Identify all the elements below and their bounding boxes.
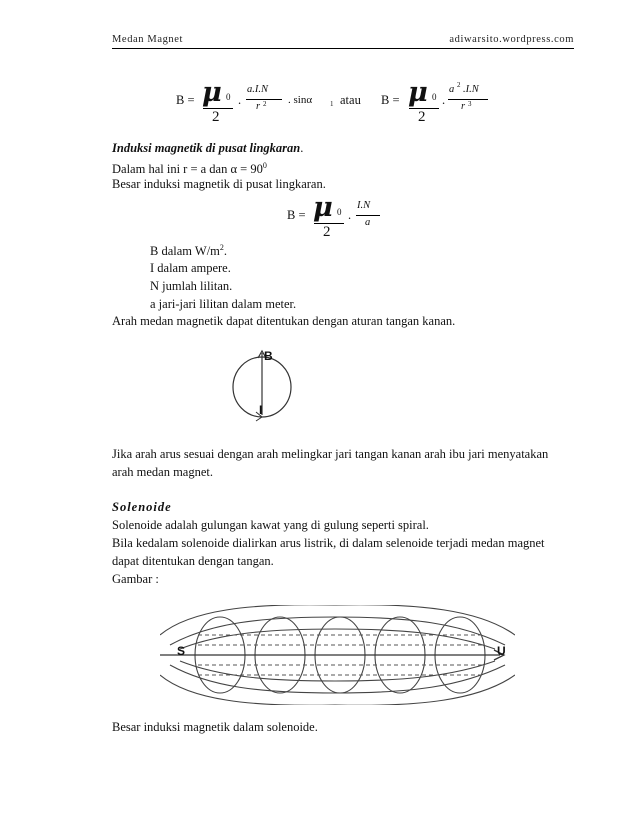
field-line (170, 665, 505, 693)
definition-b-period: . (223, 244, 228, 259)
header-right: adiwarsito.wordpress.com (449, 34, 574, 45)
denominator-2: r (461, 101, 466, 112)
mu-symbol-2: μ (408, 77, 428, 108)
denominator: a (365, 217, 371, 228)
dot: . (238, 93, 242, 107)
denominator-two: 2 (323, 224, 331, 240)
squared-superscript: 2 (219, 243, 224, 252)
mu-subscript: 0 (226, 92, 231, 102)
atau-word: atau (340, 93, 361, 107)
section-heading-center (112, 140, 303, 156)
right-hand-rule-text: Arah medan magnetik dapat ditentukan dengan aturan tangan kanan. (112, 314, 456, 328)
label-b: B (264, 349, 273, 363)
field-line (170, 617, 505, 645)
label-u: U (497, 644, 506, 658)
denominator-1: r (256, 101, 261, 112)
solenoide-line-2: Bila kedalam solenoide dialirkan arus listrik, di dalam selenoide terjadi medan magnet (112, 536, 545, 550)
definition-b (150, 240, 227, 259)
degree-superscript: 0 (262, 161, 267, 170)
sin-subscript: 1 (330, 100, 334, 108)
numerator: I.N (357, 200, 371, 211)
mu-subscript: 0 (337, 207, 342, 217)
formula-b-eq: B = (287, 208, 306, 222)
solenoid-figure (160, 605, 515, 705)
condition-line (112, 158, 267, 177)
field-line (160, 675, 515, 705)
label-i: I (259, 403, 263, 417)
label-s: S (177, 644, 186, 658)
paragraph-line-1: Jika arah arus sesuai dengan arah melingkar jari tangan kanan arah ibu jari menyatakan (112, 447, 549, 461)
formula-b-eq-2: B = (381, 93, 400, 107)
solenoide-line-1: Solenoide adalah gulungan kawat yang di gulung seperti spiral. (112, 518, 429, 532)
field-line (160, 605, 515, 635)
field-line (180, 629, 495, 649)
definition-b-text: B dalam W/m (150, 244, 220, 259)
solenoide-line-3: dapat ditentukan dengan tangan. (112, 554, 274, 568)
mu-symbol: μ (313, 192, 333, 223)
numerator-2-a: a (449, 84, 455, 95)
definition-n: N jumlah lilitan. (150, 279, 233, 293)
field-line (180, 661, 495, 681)
header-divider (112, 48, 574, 49)
solenoide-heading: Solenoide (112, 500, 172, 514)
numerator-2-rest: .I.N (463, 84, 479, 95)
center-induction-text: Besar induksi magnetik di pusat lingkaran. (112, 177, 326, 191)
numerator-1: a.I.N (247, 84, 268, 95)
header-left: Medan Magnet (112, 34, 184, 45)
formula-b-eq: B = (176, 93, 195, 107)
condition-text: Dalam hal ini r = a dan α = 90 (112, 162, 263, 177)
fraction-bar (356, 215, 380, 216)
definition-a: a jari-jari lilitan dalam meter. (150, 297, 297, 311)
mu-symbol: μ (202, 77, 222, 108)
numerator-2-exponent: 2 (457, 81, 461, 89)
denominator-1-exponent: 2 (263, 100, 267, 108)
dot: . (348, 208, 352, 222)
definition-i: I dalam ampere. (150, 261, 231, 275)
sin-term: . sinα (288, 94, 313, 106)
heading-text: Induksi magnetik di pusat lingkaran (112, 141, 301, 155)
mu-subscript-2: 0 (432, 92, 437, 102)
solenoide-line-4: Gambar : (112, 572, 159, 586)
paragraph-line-2: arah medan magnet. (112, 465, 213, 479)
denominator-two-2: 2 (418, 109, 426, 125)
denominator-two: 2 (212, 109, 220, 125)
dot-2: . (442, 93, 446, 107)
denominator-2-exponent: 3 (468, 100, 472, 108)
heading-period: . (300, 141, 304, 155)
solenoid-induction-text: Besar induksi magnetik dalam solenoide. (112, 720, 318, 734)
